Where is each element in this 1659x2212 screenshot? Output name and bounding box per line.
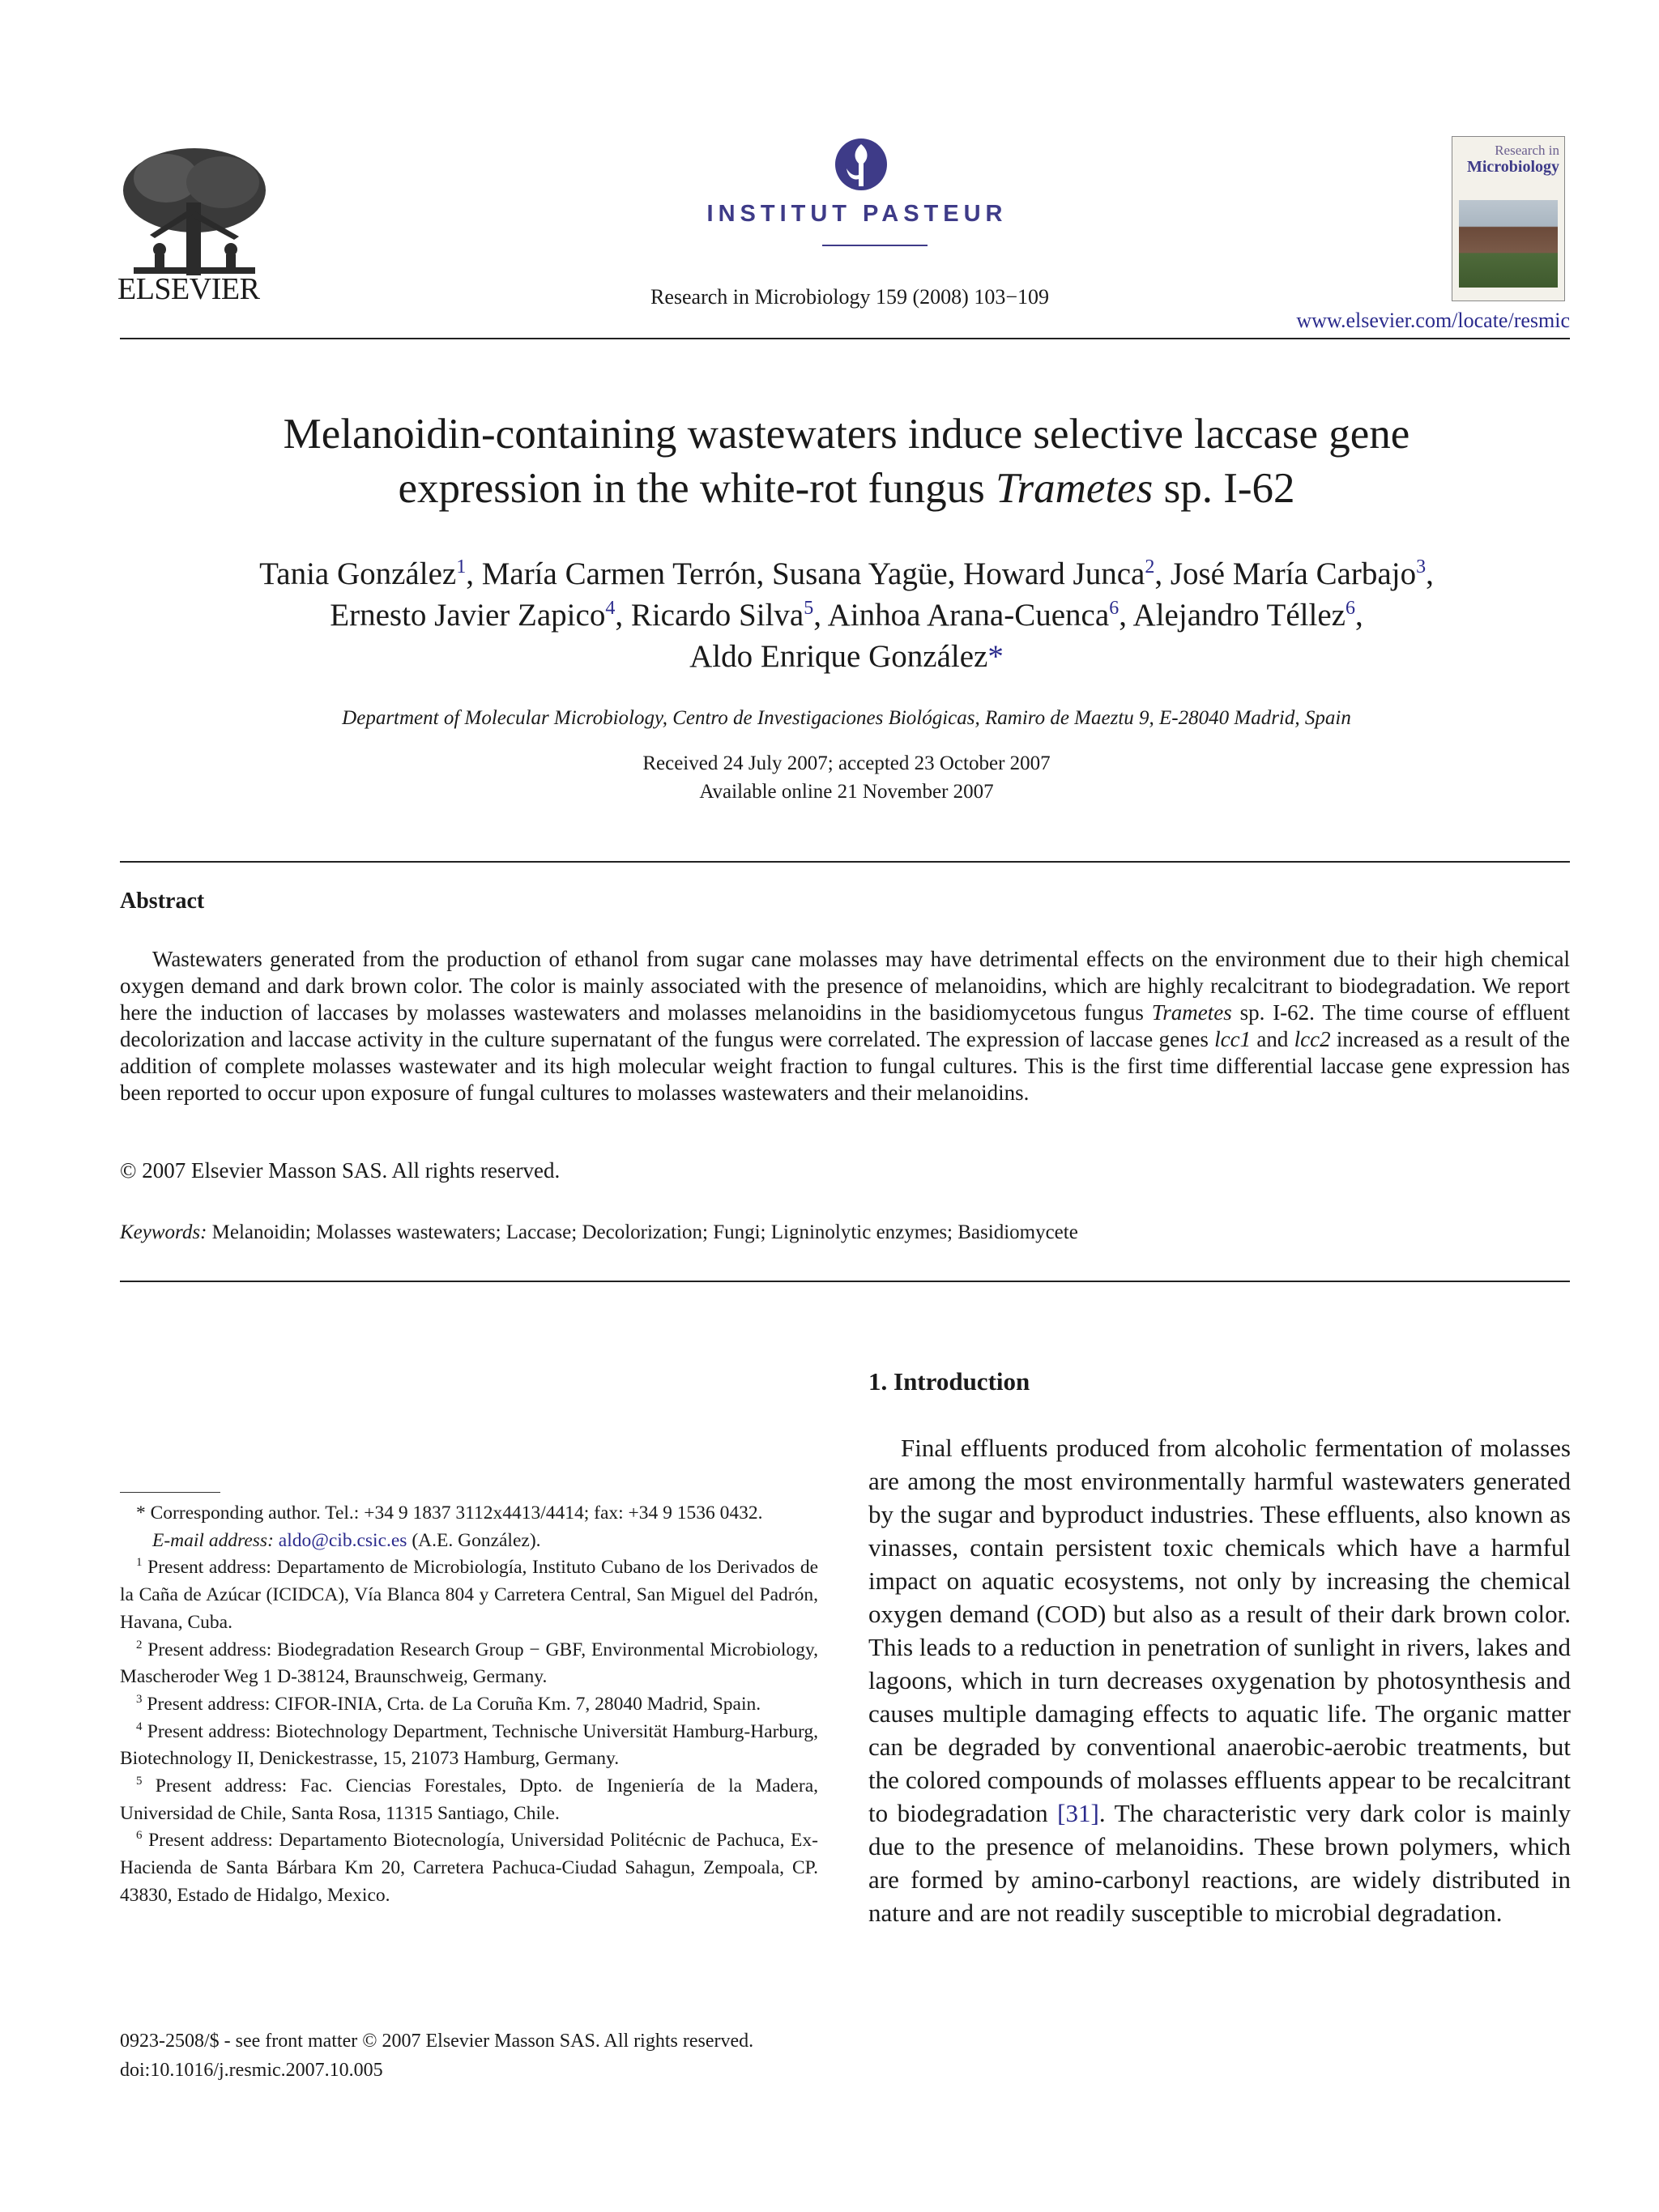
footnote-email: E-mail address: aldo@cib.csic.es (A.E. González).	[152, 1529, 541, 1551]
author-list	[122, 553, 1572, 677]
footnotes	[120, 1500, 818, 1910]
author-sup[interactable]: 2	[1145, 556, 1155, 578]
journal-website-link[interactable]: www.elsevier.com/locate/resmic	[1296, 309, 1570, 332]
affiliation: Department of Molecular Microbiology, Centro de Investigaciones Biológicas, Ramiro de Maeztu 9, E-28040 Madrid, Spain	[342, 707, 1351, 729]
footnote-5: $^5$ Present address: Fac. Ciencias Forestales, Dpto. de Ingeniería de la Madera, Universidad de Chile, Santa Rosa, 11315 Santiago, Chile.	[120, 1775, 818, 1824]
author-name: Alejandro Téllez	[1132, 598, 1346, 633]
reference-link[interactable]: [31]	[1057, 1799, 1099, 1827]
corresponding-author-mark[interactable]: *	[987, 639, 1004, 674]
footnote-corresponding: * Corresponding author. Tel.: +34 9 1837 3112x4413/4414; fax: +34 9 1536 0432.	[136, 1502, 763, 1524]
author-line: Ernesto Javier Zapico$^4$, Ricardo Silva$^5$, Ainhoa Arana-Cuenca$^6$, Alejandro Téllez$^6$,	[330, 598, 1363, 633]
footnote-divider	[120, 1492, 220, 1493]
author-name: Aldo Enrique González	[689, 639, 988, 674]
footnote-3: $^3$ Present address: CIFOR-INIA, Crta. de La Coruña Km. 7, 28040 Madrid, Spain.	[136, 1693, 761, 1715]
author-name: José María Carbajo	[1170, 556, 1417, 591]
author-name: Howard Junca	[963, 556, 1145, 591]
received-dates: Received 24 July 2007; accepted 23 October 2007	[642, 752, 1051, 774]
author-line	[122, 636, 1572, 677]
pasteur-logo-icon	[830, 136, 892, 193]
author-sup[interactable]: 5	[804, 598, 814, 619]
abstract-divider-top	[120, 861, 1570, 863]
institute-name: INSTITUT PASTEUR	[706, 201, 1008, 227]
title-text: sp. I-62	[1153, 465, 1295, 512]
title-genus: Trametes	[995, 465, 1154, 512]
author-sup[interactable]: 6	[1345, 598, 1355, 619]
author-sup[interactable]: 1	[456, 556, 467, 578]
title-text: expression in the white-rot fungus	[398, 465, 996, 512]
email-link[interactable]: aldo@cib.csic.es	[278, 1529, 407, 1551]
author-sup[interactable]: 6	[1109, 598, 1120, 619]
introduction-paragraph: Final effluents produced from alcoholic fermentation of molasses are among the most environmentally harmful wastewaters generated by the sugar and byproduct industries. These effluents, also known as vinasses, contain persistent toxic chemicals which have a harmful impact on aquatic ecosystems, not only by increasing the chemical oxygen demand (COD) but also as a result of their dark brown color. This leads to a reduction in penetration of sunlight in rivers, lakes and lagoons, which in turn decreases oxygenation by photosynthesis and causes multiple damaging effects to aquatic life. The organic matter can be degraded by conventional anaerobic-aerobic treatments, but the colored compounds of molasses effluents appear to be recalcitrant to biodegradation [31]. The characteristic very dark color is mainly due to the presence of melanoidins. These brown polymers, which are formed by amino-carbonyl reactions, are widely distributed in nature and are not readily susceptible to microbial degradation.	[868, 1434, 1571, 1927]
author-name: Tania González	[259, 556, 457, 591]
abstract-text: Wastewaters generated from the production of ethanol from sugar cane molasses may have detrimental effects on the environment due to their high chemical oxygen demand and dark brown color. The color is mainly associated with the presence of melanoidins, which are highly recalcitrant to biodegradation. We report here the induction of laccases by molasses wastewaters and molasses melanoidins in the basidiomycetous fungus Trametes sp. I-62. The time course of effluent decolorization and laccase activity in the culture supernatant of the fungus were correlated. The expression of laccase genes lcc1 and lcc2 increased as a result of the addition of complete molasses wastewater and its high molecular weight fraction to fungal cultures. This is the first time differential laccase gene expression has been reported to occur upon exposure of fungal cultures to molasses wastewaters and their melanoidins.	[120, 947, 1571, 1105]
journal-cover-icon	[1452, 136, 1565, 301]
cover-title-text: Microbiology	[1466, 158, 1559, 176]
abstract-copyright: © 2007 Elsevier Masson SAS. All rights reserved.	[120, 1158, 561, 1183]
author-name: Ernesto Javier Zapico	[330, 598, 606, 633]
footnote-4: $^4$ Present address: Biotechnology Department, Technische Universität Hamburg-Harburg, Biotechnology II, Denickestrasse, 15, 21073 Hamburg, Germany.	[120, 1720, 818, 1770]
footnote-6: $^6$ Present address: Departamento Biotecnología, Universidad Politécnic de Pachuca, Ex-Hacienda de Santa Bárbara Km 20, Carretera Pachuca-Ciudad Sahagun, Zempoala, CP. 43830, Estado de Hidalgo, Mexico.	[120, 1829, 818, 1906]
author-name: Ainhoa Arana-Cuenca	[827, 598, 1110, 633]
keywords	[120, 1221, 1078, 1244]
publisher-name: ELSEVIER	[117, 272, 260, 306]
title-line-1: Melanoidin-containing wastewaters induce selective laccase gene	[283, 411, 1410, 458]
institute-underline	[822, 245, 928, 246]
available-online-date: Available online 21 November 2007	[699, 781, 994, 803]
title-line-2	[122, 462, 1572, 516]
footnote-2: $^2$ Present address: Biodegradation Research Group − GBF, Environmental Microbiology, Mascheroder Weg 1 D-38124, Braunschweig, Germany.	[120, 1638, 818, 1688]
article-title	[122, 407, 1572, 516]
author-sup[interactable]: 3	[1416, 556, 1427, 578]
author-name: María Carmen Terrón	[481, 556, 757, 591]
author-name: Susana Yagüe	[771, 556, 948, 591]
author-line: Tania González$^1$, María Carmen Terrón, Susana Yagüe, Howard Junca$^2$, José María Carbajo$^3$,	[259, 556, 1434, 591]
author-sup[interactable]: 4	[605, 598, 616, 619]
footnote-1: $^1$ Present address: Departamento de Microbiología, Instituto Cubano de los Derivados de la Caña de Azúcar (ICIDCA), Vía Blanca 804 y Carretera Central, San Miguel del Padrón, Havana, Cuba.	[120, 1556, 818, 1633]
front-matter-notice: 0923-2508/$ - see front matter © 2007 Elsevier Masson SAS. All rights reserved.	[120, 2031, 754, 2052]
header-divider	[120, 338, 1570, 339]
abstract-heading: Abstract	[120, 889, 205, 914]
section-heading-introduction: 1. Introduction	[868, 1367, 1030, 1396]
keywords-list: Melanoidin; Molasses wastewaters; Laccase; Decolorization; Fungi; Ligninolytic enzymes; Basidiomycete	[207, 1221, 1078, 1243]
cover-top-text: Research in	[1495, 143, 1559, 158]
journal-citation: Research in Microbiology 159 (2008) 103−109	[650, 285, 1049, 309]
doi[interactable]: doi:10.1016/j.resmic.2007.10.005	[120, 2060, 383, 2081]
abstract-divider-bottom	[120, 1281, 1570, 1282]
cover-image	[1459, 200, 1558, 288]
author-name: Ricardo Silva	[630, 598, 804, 633]
keywords-label: Keywords:	[120, 1221, 207, 1243]
